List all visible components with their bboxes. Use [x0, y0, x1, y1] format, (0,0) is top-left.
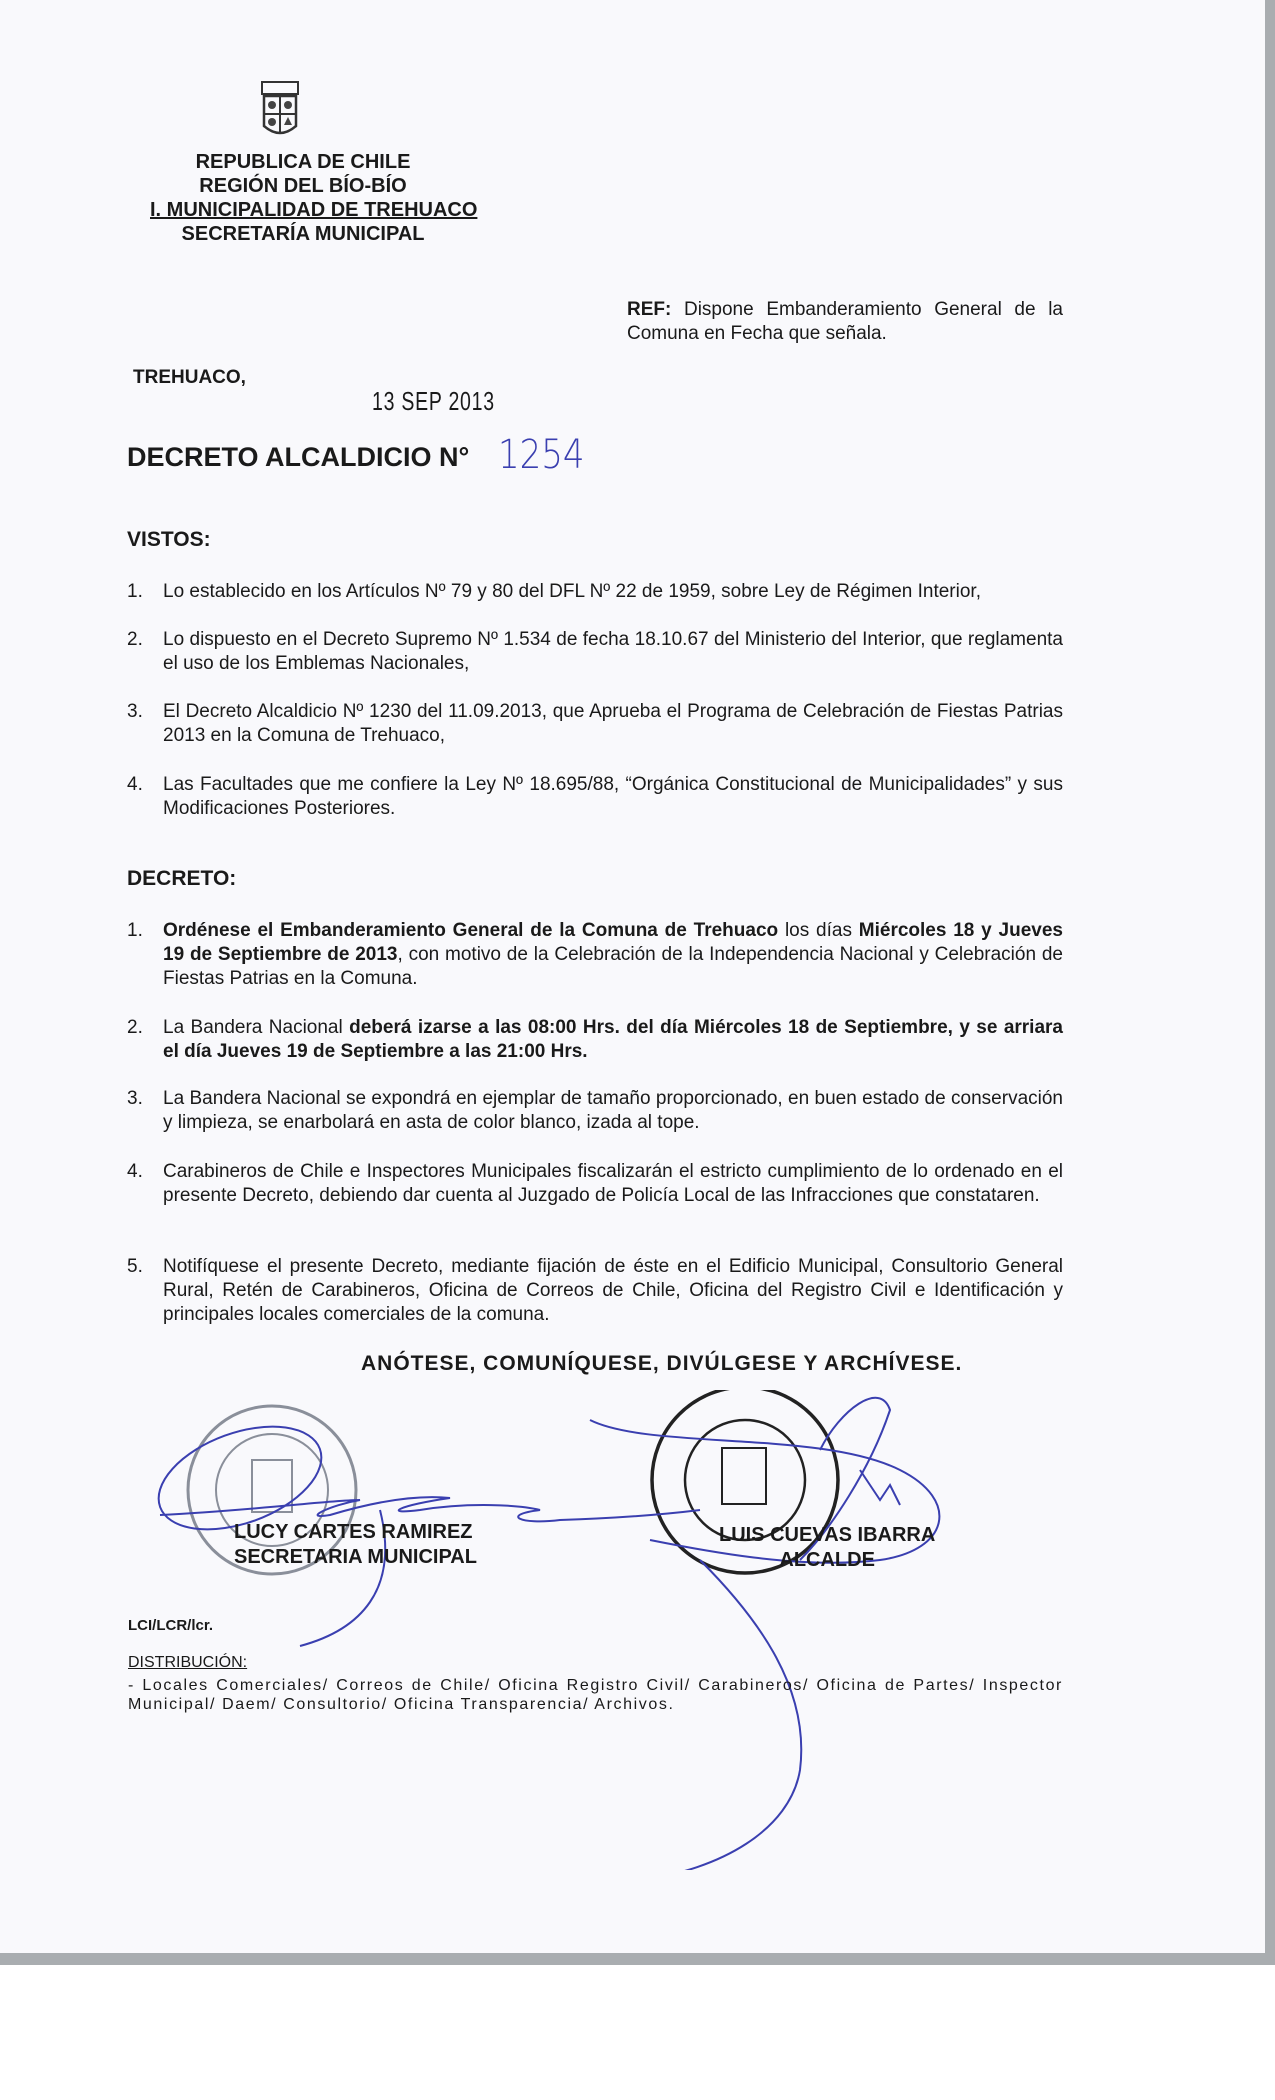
item-text: La Bandera Nacional se expondrá en ejemplar de tamaño proporcionado, en buen estado de conservación y limpieza, se enarbolará en asta de color blanco, izada al tope. — [163, 1088, 1063, 1133]
decreto-heading: DECRETO: — [127, 867, 237, 890]
item-number: 1. — [127, 581, 143, 602]
vistos-item — [127, 580, 1063, 604]
item-number: 3. — [127, 701, 143, 722]
vistos-heading: VISTOS: — [127, 528, 211, 551]
text: los días — [778, 920, 859, 941]
item-text: El Decreto Alcaldicio Nº 1230 del 11.09.2013, que Aprueba el Programa de Celebración de Fiestas Patrias 2013 en la Comuna de Trehuaco, — [163, 701, 1063, 746]
vistos-item — [127, 628, 1063, 676]
item-text — [163, 919, 1063, 991]
item-number: 2. — [127, 629, 143, 650]
decreto-item — [127, 1255, 1063, 1327]
secretary-role: SECRETARIA MUNICIPAL — [234, 1546, 477, 1568]
closing-formula: ANÓTESE, COMUNÍQUESE, DIVÚLGESE Y ARCHÍVESE. — [361, 1352, 963, 1375]
item-text: Lo establecido en los Artículos Nº 79 y 80 del DFL Nº 22 de 1959, sobre Ley de Régimen Interior, — [163, 581, 981, 602]
letterhead-line: REGIÓN DEL BÍO-BÍO — [199, 175, 407, 197]
text: , con motivo de la Celebración de la Independencia Nacional y Celebración de Fiestas Patrias en la Comuna. — [163, 944, 1063, 989]
text: La Bandera Nacional — [163, 1017, 350, 1038]
item-number: 1. — [127, 920, 143, 941]
item-text: Las Facultades que me confiere la Ley Nº 18.695/88, “Orgánica Constitucional de Municipalidades” y sus Modificaciones Posteriores. — [163, 774, 1063, 819]
item-text: Notifíquese el presente Decreto, mediante fijación de éste en el Edificio Municipal, Consultorio General Rural, Retén de Carabineros, Oficina de Correos de Chile, Oficina del Registro Civil e Identificación y principales locales comerciales de la comuna. — [163, 1256, 1063, 1325]
item-text — [163, 1016, 1063, 1064]
vistos-item — [127, 700, 1063, 748]
secretary-name: LUCY CARTES RAMIREZ — [234, 1521, 473, 1543]
ref-label: REF: — [627, 299, 672, 320]
initials: LCI/LCR/lcr. — [128, 1617, 214, 1634]
mayor-role: ALCALDE — [779, 1549, 875, 1571]
date-stamp: 13 SEP 2013 — [372, 386, 495, 416]
decree-title: DECRETO ALCALDICIO N° — [127, 442, 470, 472]
item-number: 2. — [127, 1017, 143, 1038]
decreto-item — [127, 1160, 1063, 1208]
item-text: Lo dispuesto en el Decreto Supremo Nº 1.534 de fecha 18.10.67 del Ministerio del Interior, que reglamenta el uso de los Emblemas Nacionales, — [163, 629, 1063, 674]
handwritten-decree-number: 1254 — [498, 432, 585, 478]
distribution-list: - Locales Comerciales/ Correos de Chile/ Oficina Registro Civil/ Carabineros/ Oficina de Partes/ Inspector Municipal/ Daem/ Consultorio/ Oficina Transparencia/ Archivos. — [128, 1677, 1063, 1713]
ref-text: Dispone Embanderamiento General de la Comuna en Fecha que señala. — [627, 299, 1063, 344]
item-number: 4. — [127, 1161, 143, 1182]
place: TREHUACO, — [133, 367, 246, 388]
scan-edge-bottom — [0, 1953, 1275, 1965]
item-number: 5. — [127, 1256, 143, 1277]
vistos-item — [127, 773, 1063, 821]
decreto-item — [127, 919, 1063, 991]
letterhead-line: I. MUNICIPALIDAD DE TREHUACO — [150, 199, 478, 221]
letterhead-line: SECRETARÍA MUNICIPAL — [181, 223, 425, 245]
bold-text: Ordénese el Embanderamiento General de la Comuna de Trehuaco — [163, 920, 779, 941]
reference — [627, 298, 1063, 346]
item-text: Carabineros de Chile e Inspectores Municipales fiscalizarán el estricto cumplimiento de lo ordenado en el presente Decreto, debiendo dar cuenta al Juzgado de Policía Local de las Infracciones que constataren. — [163, 1161, 1063, 1206]
mayor-name: LUIS CUEVAS IBARRA — [719, 1524, 936, 1546]
mayor-signature-block — [719, 1523, 935, 1573]
letterhead — [150, 150, 478, 246]
distribution-heading: DISTRIBUCIÓN: — [128, 1654, 248, 1671]
item-number: 3. — [127, 1088, 143, 1109]
bold-text: deberá izarse a las 08:00 Hrs. del día Miércoles 18 de Septiembre, y se arriara el día Jueves 19 de Septiembre a las 21:00 Hrs. — [163, 1017, 1063, 1062]
bold-text: Miércoles 18 y Jueves 19 de Septiembre de 2013 — [163, 920, 1063, 965]
decreto-item — [127, 1016, 1063, 1064]
item-number: 4. — [127, 774, 143, 795]
letterhead-line: REPUBLICA DE CHILE — [195, 151, 411, 173]
coat-of-arms-logo — [258, 80, 302, 142]
decreto-item — [127, 1087, 1063, 1135]
mayor-signature — [590, 1398, 939, 1870]
secretary-signature-block — [234, 1520, 477, 1570]
